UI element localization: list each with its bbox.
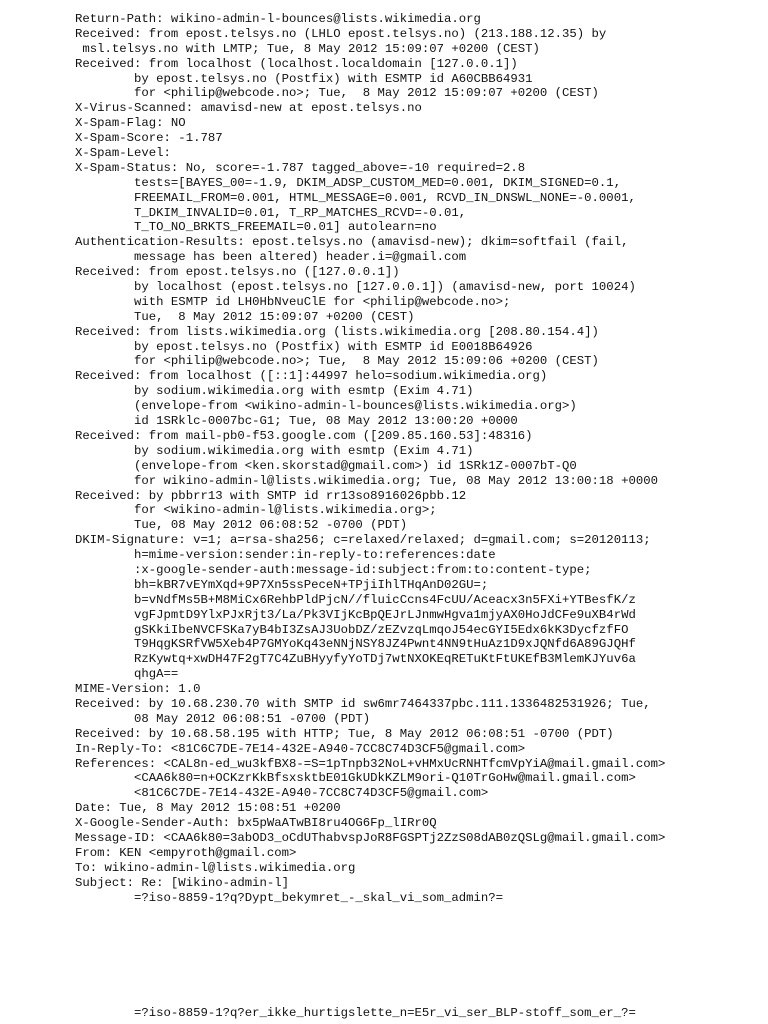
header-line: tests=[BAYES_00=-1.9, DKIM_ADSP_CUSTOM_MED=0.001, DKIM_SIGNED=0.1, [75,175,622,190]
header-line: vgFJpmtD9YlxPJxRjt3/La/Pk3VIjKcBpQEJrLJnmwHgva1mjyAX0HoJdCFe9uXB4rWd [75,607,636,622]
header-line: Received: from epost.telsys.no ([127.0.0.1]) [75,265,400,280]
header-line: X-Spam-Level: [75,146,171,161]
header-line: RzKywtq+xwDH47F2gT7C4ZuBHyyfyYoTDj7wtNXOKEqRETuKtFtUKEfB3MlemKJYuv6a [75,652,636,667]
header-line: Received: by pbbrr13 with SMTP id rr13so8916026pbb.12 [75,488,467,503]
header-line: X-Spam-Flag: NO [75,116,186,131]
header-line: Received: by 10.68.230.70 with SMTP id sw6mr7464337pbc.111.1336482531926; Tue, [75,696,651,711]
header-line: Return-Path: wikino-admin-l-bounces@lists.wikimedia.org [75,12,481,26]
subject-continuation-line: =?iso-8859-1?q?er_ikke_hurtigslette_n=E5r_vi_ser_BLP-stoff_som_er_?= [75,1006,636,1020]
header-line: b=vNdfMs5B+M8MiCx6RehbPldPjcN//fluicCcns4FcUU/Aceacx3n5FXi+YTBesfK/z [75,592,636,607]
header-line: Subject: Re: [Wikino-admin-l] [75,875,290,890]
header-line: (envelope-from <wikino-admin-l-bounces@lists.wikimedia.org>) [75,399,577,414]
email-header-block [75,12,761,905]
header-line: <CAA6k80=n+OCKzrKkBfsxsktbE01GkUDkKZLM9ori-Q10TrGoHw@mail.gmail.com> [75,771,636,786]
header-line: 08 May 2012 06:08:51 -0700 (PDT) [75,711,371,726]
header-line: X-Spam-Score: -1.787 [75,131,223,146]
header-line: From: KEN <empyroth@gmail.com> [75,845,297,860]
header-line: To: wikino-admin-l@lists.wikimedia.org [75,860,356,875]
header-line: Received: from mail-pb0-f53.google.com ([209.85.160.53]:48316) [75,428,533,443]
header-line: Message-ID: <CAA6k80=3abOD3_oCdUThabvspJoR8FGSPTj2ZzS08dAB0zQSLg@mail.gmail.com> [75,830,666,845]
header-line: Received: from epost.telsys.no (LHLO epost.telsys.no) (213.188.12.35) by [75,26,607,41]
header-line: msl.telsys.no with LMTP; Tue, 8 May 2012 15:09:07 +0200 (CEST) [75,41,540,56]
header-line: Received: by 10.68.58.195 with HTTP; Tue, 8 May 2012 06:08:51 -0700 (PDT) [75,726,614,741]
header-line: DKIM-Signature: v=1; a=rsa-sha256; c=relaxed/relaxed; d=gmail.com; s=20120113; [75,533,651,548]
header-line: with ESMTP id LH0HbNveuClE for <philip@webcode.no>; [75,294,511,309]
header-line: X-Google-Sender-Auth: bx5pWaATwBI8ru4OG6Fp_lIRr0Q [75,816,437,831]
header-line: (envelope-from <ken.skorstad@gmail.com>) id 1SRk1Z-0007bT-Q0 [75,458,577,473]
header-line: In-Reply-To: <81C6C7DE-7E14-432E-A940-7CC8C74D3CF5@gmail.com> [75,741,526,756]
header-line: T9HqgKSRfVW5Xeb4P7GMYoKq43eNNjNSY8JZ4Pwnt4NN9tHuAz1D9xJQNfd6A89GJQHf [75,637,636,652]
header-line: Date: Tue, 8 May 2012 15:08:51 +0200 [75,801,341,816]
header-line: T_DKIM_INVALID=0.01, T_RP_MATCHES_RCVD=-0.01, [75,205,467,220]
header-line: for <wikino-admin-l@lists.wikimedia.org>; [75,503,437,518]
header-line: id 1SRklc-0007bc-G1; Tue, 08 May 2012 13:00:20 +0000 [75,414,518,429]
header-line: for <philip@webcode.no>; Tue, 8 May 2012 15:09:07 +0200 (CEST) [75,86,599,101]
header-line: Tue, 08 May 2012 06:08:52 -0700 (PDT) [75,518,408,533]
header-line: for wikino-admin-l@lists.wikimedia.org; Tue, 08 May 2012 13:00:18 +0000 [75,473,658,488]
header-line: by epost.telsys.no (Postfix) with ESMTP id E0018B64926 [75,339,533,354]
header-line: Received: from lists.wikimedia.org (lists.wikimedia.org [208.80.154.4]) [75,324,599,339]
header-line: References: <CAL8n-ed_wu3kfBX8-=S=1pTnpb32NoL+vHMxUcRNHTfcmVpYiA@mail.gmail.com> [75,756,666,771]
header-line: T_TO_NO_BRKTS_FREEMAIL=0.01] autolearn=no [75,220,437,235]
header-line: for <philip@webcode.no>; Tue, 8 May 2012 15:09:06 +0200 (CEST) [75,354,599,369]
header-line: <81C6C7DE-7E14-432E-A940-7CC8C74D3CF5@gmail.com> [75,786,489,801]
header-line: by epost.telsys.no (Postfix) with ESMTP id A60CBB64931 [75,71,533,86]
header-line: MIME-Version: 1.0 [75,682,201,697]
header-line: Authentication-Results: epost.telsys.no (amavisd-new); dkim=softfail (fail, [75,235,629,250]
header-line: by sodium.wikimedia.org with esmtp (Exim 4.71) [75,443,474,458]
header-line: =?iso-8859-1?q?Dypt_bekymret_-_skal_vi_som_admin?= [75,890,504,905]
header-line: h=mime-version:sender:in-reply-to:references:date [75,548,496,563]
header-line: Received: from localhost (localhost.localdomain [127.0.0.1]) [75,56,518,71]
header-line: gSKkiIbeNVCFSKa7yB4bI3ZsAJ3UobDZ/zEZvzqLmqoJ54ecGYI5Edx6kK3DycfzfFO [75,622,629,637]
header-line: by sodium.wikimedia.org with esmtp (Exim 4.71) [75,384,474,399]
header-line: :x-google-sender-auth:message-id:subject:from:to:content-type; [75,562,592,577]
header-line: qhgA== [75,667,179,682]
header-line: X-Virus-Scanned: amavisd-new at epost.telsys.no [75,101,422,116]
header-line: Received: from localhost ([::1]:44997 helo=sodium.wikimedia.org) [75,369,548,384]
header-line: FREEMAIL_FROM=0.001, HTML_MESSAGE=0.001, RCVD_IN_DNSWL_NONE=-0.0001, [75,190,636,205]
header-line: message has been altered) header.i=@gmail.com [75,250,467,265]
header-line: by localhost (epost.telsys.no [127.0.0.1]) (amavisd-new, port 10024) [75,280,636,295]
header-line: Tue, 8 May 2012 15:09:07 +0200 (CEST) [75,309,415,324]
header-line: X-Spam-Status: No, score=-1.787 tagged_above=-10 required=2.8 [75,160,526,175]
header-line: bh=kBR7vEYmXqd+9P7Xn5ssPeceN+TPjiIhlTHqAnD02GU=; [75,577,489,592]
